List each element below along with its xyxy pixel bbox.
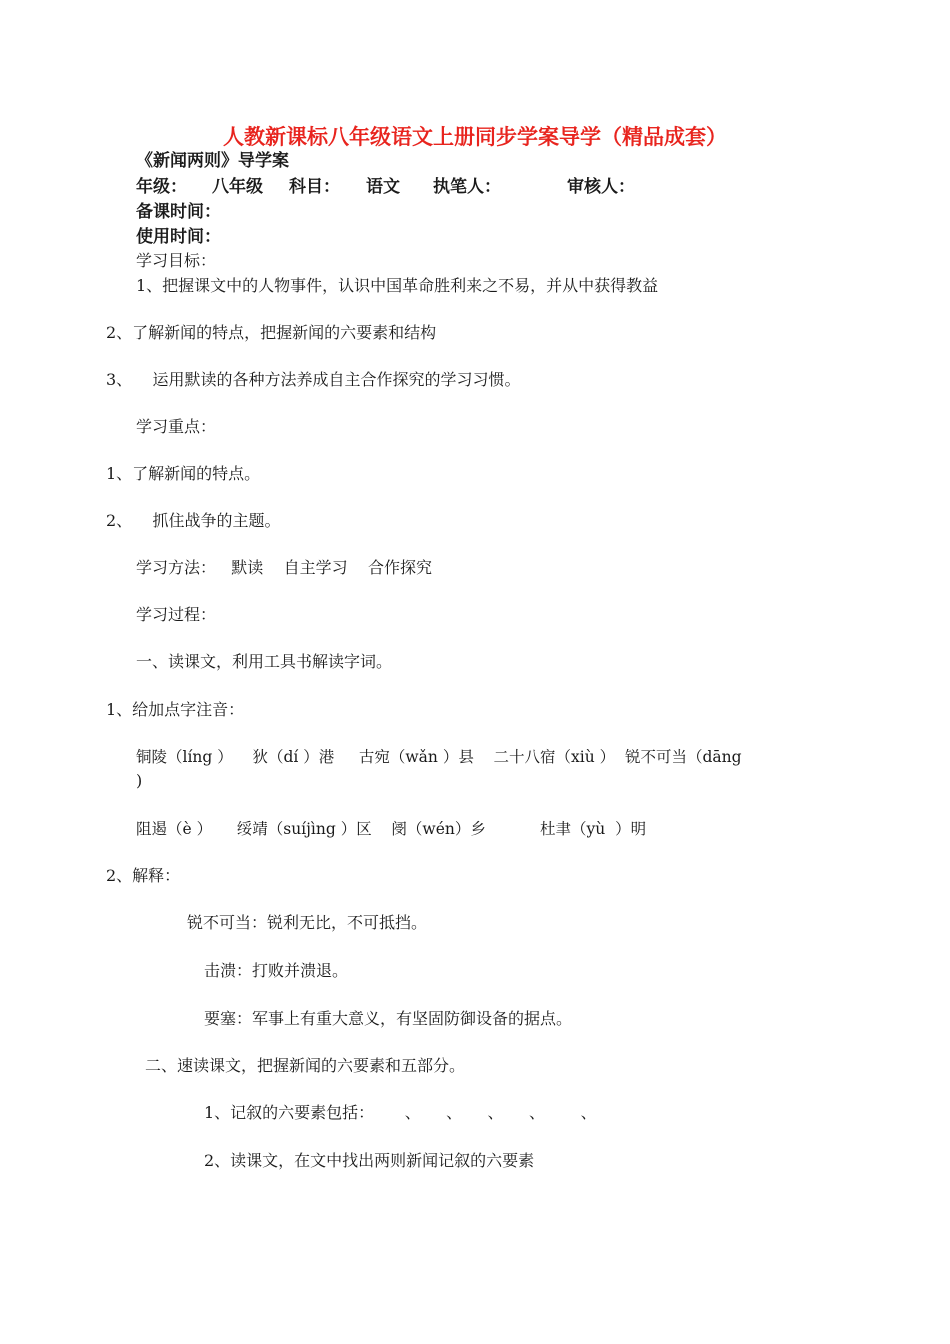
focus-item: 2、 抓住战争的主题。 [106,511,281,530]
focus-heading: 学习重点： [136,417,217,436]
explain-heading: 2、解释： [106,866,181,885]
section-heading: 一、读课文，利用工具书解读字词。 [136,652,393,671]
goal-item: 2、了解新闻的特点，把握新闻的六要素和结构 [106,323,437,342]
use-time-label: 使用时间： [136,227,221,247]
elements-line: 1、记叙的六要素包括： 、 、 、 、 、 [204,1103,597,1122]
explanation-item: 要塞：军事上有重大意义，有坚固防御设备的据点。 [204,1009,573,1028]
author-label: 执笔人： [433,177,501,197]
subject-label: 科目： [289,177,340,197]
document-subtitle: 《新闻两则》导学案 [136,151,289,171]
subject-value: 语文 [366,177,400,197]
grade-label: 年级： [136,177,187,197]
grade-value: 八年级 [212,177,263,197]
method-line: 学习方法： 默读 自主学习 合作探究 [136,558,432,577]
focus-item: 1、了解新闻的特点。 [106,464,261,483]
pinyin-line-continued: ) [136,771,143,790]
goals-heading: 学习目标： [136,251,217,270]
explanation-item: 击溃：打败并溃退。 [204,961,349,980]
pinyin-heading: 1、给加点字注音： [106,700,245,719]
explanation-item: 锐不可当：锐利无比，不可抵挡。 [187,913,428,932]
reviewer-label: 审核人： [567,177,635,197]
section-heading: 二、速读课文，把握新闻的六要素和五部分。 [145,1056,466,1075]
process-heading: 学习过程： [136,605,217,624]
pinyin-line: 铜陵（líng ） 狄（dí ）港 古宛（wǎn ）县 二十八宿（xiù ） 锐不可当（dāng [136,748,742,766]
pinyin-line: 阻遏（è ） 绥靖（suíjìng ）区 阌（wén）乡 杜聿（yù ）明 [136,820,647,838]
goal-item: 1、把握课文中的人物事件，认识中国革命胜利来之不易，并从中获得教益 [136,276,659,295]
document-title: 人教新课标八年级语文上册同步学案导学（精品成套） [223,125,727,149]
prep-time-label: 备课时间： [136,202,221,222]
find-elements-line: 2、读课文，在文中找出两则新闻记叙的六要素 [204,1151,535,1170]
goal-item: 3、 运用默读的各种方法养成自主合作探究的学习习惯。 [106,370,521,389]
